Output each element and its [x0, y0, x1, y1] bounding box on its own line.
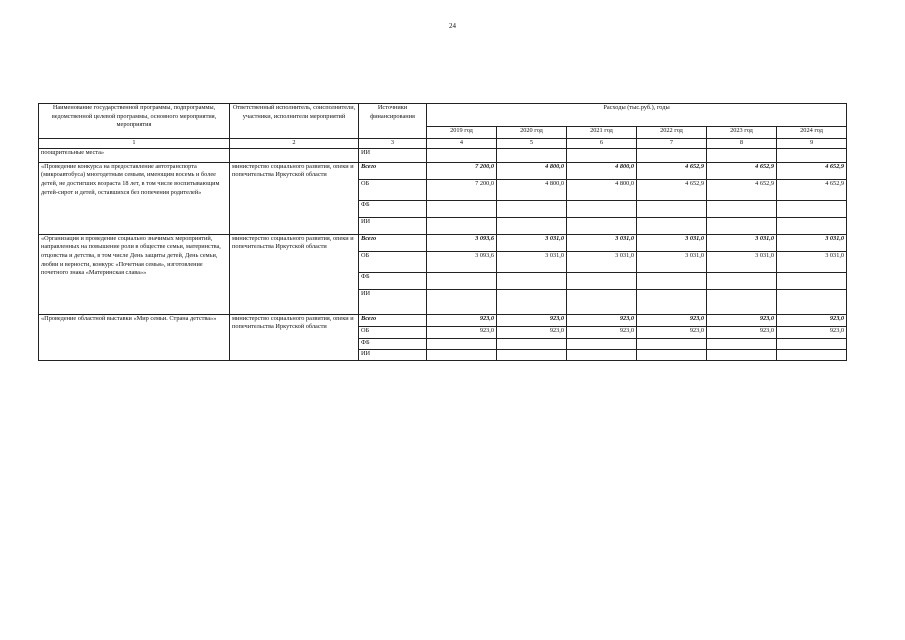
header-year: 2023 год — [707, 127, 777, 139]
column-numbers-row — [39, 139, 847, 149]
source-cell: Всего — [359, 314, 427, 326]
value-cell — [567, 349, 637, 360]
column-number: 4 — [427, 139, 497, 149]
value-cell: 4 652,9 — [637, 162, 707, 179]
source-cell: ОБ — [359, 326, 427, 338]
continuation-row — [39, 148, 847, 162]
value-cell: 3 093,6 — [427, 251, 497, 272]
value-cell: 923,0 — [777, 314, 847, 326]
budget-table — [38, 103, 847, 361]
value-cell: 3 093,6 — [427, 234, 497, 251]
value-cell — [707, 272, 777, 289]
value-cell — [427, 148, 497, 162]
header-name: Наименование государственной программы, подпрограммы, ведомственной целевой программы, основного мероприятия, мероприятия — [39, 104, 230, 139]
value-cell — [637, 272, 707, 289]
value-cell — [567, 289, 637, 314]
header-year: 2024 год — [777, 127, 847, 139]
column-number: 8 — [707, 139, 777, 149]
value-cell: 3 031,0 — [637, 251, 707, 272]
value-cell — [497, 349, 567, 360]
value-cell: 3 031,0 — [707, 234, 777, 251]
value-cell — [777, 338, 847, 349]
value-cell: 4 800,0 — [567, 179, 637, 200]
measure-row — [39, 314, 847, 326]
column-number: 1 — [39, 139, 230, 149]
measure-name: «Проведение конкурса на предоставление автотранспорта (микроавтобуса) многодетным семьям, имеющим восемь и более детей, не достигших возраста 18 лет, в том числе воспитывающим детей-сирот и детей, оставшихся без попечения родителей» — [39, 162, 230, 234]
source-cell: ФБ — [359, 200, 427, 217]
value-cell: 923,0 — [497, 314, 567, 326]
measure-responsible: министерство социального развития, опеки и попечительства Иркутской области — [230, 314, 359, 360]
column-number: 9 — [777, 139, 847, 149]
header-source: Источники финансирования — [359, 104, 427, 139]
value-cell: 923,0 — [427, 326, 497, 338]
value-cell — [497, 289, 567, 314]
value-cell — [637, 200, 707, 217]
value-cell: 923,0 — [637, 314, 707, 326]
column-number: 6 — [567, 139, 637, 149]
value-cell — [567, 200, 637, 217]
value-cell: 4 652,9 — [707, 179, 777, 200]
header-year: 2019 год — [427, 127, 497, 139]
value-cell: 4 800,0 — [497, 162, 567, 179]
value-cell — [707, 289, 777, 314]
value-cell — [777, 349, 847, 360]
value-cell — [427, 338, 497, 349]
value-cell — [707, 148, 777, 162]
source-cell: ИИ — [359, 349, 427, 360]
header-year: 2021 год — [567, 127, 637, 139]
value-cell — [427, 272, 497, 289]
value-cell — [567, 272, 637, 289]
source-cell: ОБ — [359, 179, 427, 200]
value-cell: 3 031,0 — [707, 251, 777, 272]
value-cell — [707, 338, 777, 349]
column-number: 3 — [359, 139, 427, 149]
header-year: 2020 год — [497, 127, 567, 139]
value-cell: 3 031,0 — [497, 251, 567, 272]
value-cell — [777, 200, 847, 217]
value-cell: 4 652,9 — [777, 162, 847, 179]
value-cell — [427, 200, 497, 217]
value-cell: 923,0 — [497, 326, 567, 338]
value-cell: 4 800,0 — [497, 179, 567, 200]
value-cell — [567, 148, 637, 162]
value-cell: 3 031,0 — [567, 234, 637, 251]
value-cell: 923,0 — [707, 314, 777, 326]
source-cell: Всего — [359, 162, 427, 179]
value-cell: 4 652,9 — [777, 179, 847, 200]
value-cell — [637, 289, 707, 314]
measure-row — [39, 162, 847, 179]
measure-name: «Организация и проведение социально значимых мероприятий, направленных на повышение роли в обществе семьи, материнства, отцовства и детства, в том числе День защиты детей, День семьи, любви и верности, конкурс «Почетная семья», изготовление почетного знака «Материнская слава»» — [39, 234, 230, 314]
value-cell — [637, 148, 707, 162]
value-cell — [777, 272, 847, 289]
value-cell — [707, 349, 777, 360]
measure-responsible — [230, 148, 359, 162]
value-cell: 923,0 — [427, 314, 497, 326]
value-cell — [427, 289, 497, 314]
measure-row — [39, 234, 847, 251]
source-cell: ОБ — [359, 251, 427, 272]
header-expenses: Расходы (тыс.руб.), годы — [427, 104, 847, 127]
source-cell: ИИ — [359, 148, 427, 162]
value-cell: 923,0 — [637, 326, 707, 338]
value-cell: 3 031,0 — [637, 234, 707, 251]
source-cell: Всего — [359, 234, 427, 251]
measure-name: поощрительные места» — [39, 148, 230, 162]
source-cell: ИИ — [359, 289, 427, 314]
value-cell: 4 652,9 — [637, 179, 707, 200]
value-cell — [427, 349, 497, 360]
value-cell — [567, 217, 637, 234]
value-cell: 923,0 — [777, 326, 847, 338]
value-cell: 3 031,0 — [567, 251, 637, 272]
value-cell: 4 652,9 — [707, 162, 777, 179]
value-cell — [497, 272, 567, 289]
value-cell — [777, 148, 847, 162]
value-cell: 4 800,0 — [567, 162, 637, 179]
column-number: 7 — [637, 139, 707, 149]
value-cell — [497, 148, 567, 162]
value-cell: 3 031,0 — [777, 234, 847, 251]
value-cell — [637, 217, 707, 234]
value-cell — [427, 217, 497, 234]
source-cell: ФБ — [359, 272, 427, 289]
value-cell — [707, 217, 777, 234]
value-cell: 923,0 — [567, 326, 637, 338]
value-cell — [777, 289, 847, 314]
value-cell — [497, 338, 567, 349]
value-cell — [497, 200, 567, 217]
value-cell: 923,0 — [707, 326, 777, 338]
header-year: 2022 год — [637, 127, 707, 139]
column-number: 2 — [230, 139, 359, 149]
measure-name: «Проведение областной выставки «Мир семьи. Страна детства»» — [39, 314, 230, 360]
page-number: 24 — [449, 22, 456, 30]
value-cell: 3 031,0 — [497, 234, 567, 251]
column-number: 5 — [497, 139, 567, 149]
value-cell — [567, 338, 637, 349]
value-cell — [637, 349, 707, 360]
value-cell: 923,0 — [567, 314, 637, 326]
source-cell: ФБ — [359, 338, 427, 349]
measure-responsible: министерство социального развития, опеки и попечительства Иркутской области — [230, 234, 359, 314]
value-cell: 7 200,0 — [427, 162, 497, 179]
source-cell: ИИ — [359, 217, 427, 234]
measure-responsible: министерство социального развития, опеки и попечительства Иркутской области — [230, 162, 359, 234]
value-cell — [707, 200, 777, 217]
value-cell: 7 200,0 — [427, 179, 497, 200]
header-responsible: Ответственный исполнитель, соисполнители, участники, исполнители мероприятий — [230, 104, 359, 139]
value-cell — [497, 217, 567, 234]
value-cell — [637, 338, 707, 349]
value-cell: 3 031,0 — [777, 251, 847, 272]
value-cell — [777, 217, 847, 234]
